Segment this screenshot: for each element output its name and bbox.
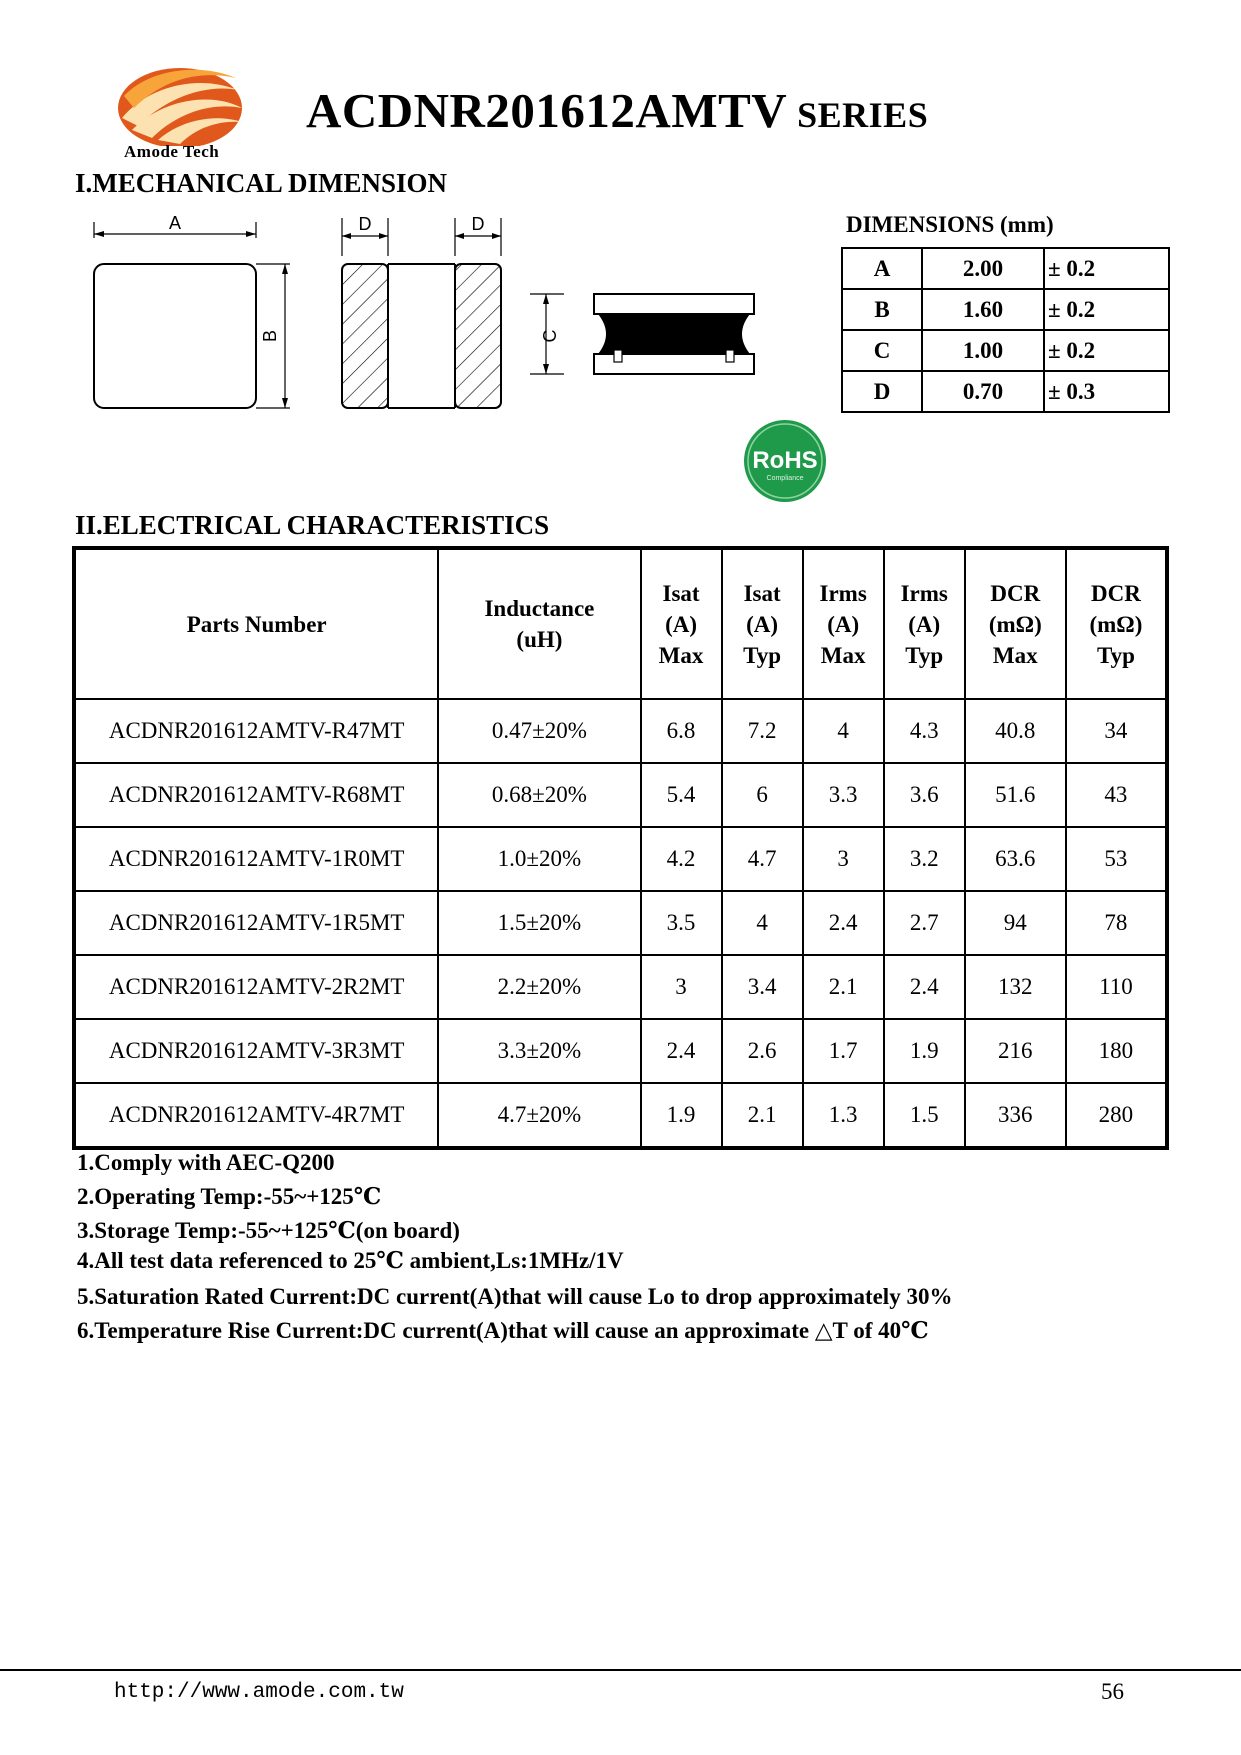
col-isat-max: Isat (A) Max — [641, 548, 722, 699]
note-item: 5.Saturation Rated Current:DC current(A)that will cause Lo to drop approximately 30% — [77, 1284, 953, 1309]
cell-isat-max: 5.4 — [641, 763, 722, 827]
cell-part-number: ACDNR201612AMTV-3R3MT — [74, 1019, 438, 1083]
cell-inductance: 0.68±20% — [438, 763, 640, 827]
col-inductance: Inductance (uH) — [438, 548, 640, 699]
cell-dcr-typ: 110 — [1066, 955, 1167, 1019]
table-row — [74, 699, 1167, 763]
dimensions-caption: DIMENSIONS (mm) — [846, 212, 1054, 237]
cell-dcr-typ: 78 — [1066, 891, 1167, 955]
table-row — [842, 371, 1169, 412]
col-irms-max: Irms (A) Max — [803, 548, 884, 699]
col-irms-typ: Irms (A) Typ — [884, 548, 965, 699]
cell-isat-max: 2.4 — [641, 1019, 722, 1083]
dimensions-table — [841, 247, 1170, 413]
cell-irms-typ: 1.9 — [884, 1019, 965, 1083]
cell-isat-typ: 6 — [722, 763, 803, 827]
note-item: 2.Operating Temp:-55~+125℃ — [77, 1184, 382, 1209]
table-row — [842, 330, 1169, 371]
cell-inductance: 1.0±20% — [438, 827, 640, 891]
cell-dcr-typ: 34 — [1066, 699, 1167, 763]
dim-key: D — [842, 371, 922, 412]
table-row — [74, 891, 1167, 955]
dim-key: C — [842, 330, 922, 371]
cell-dcr-max: 216 — [965, 1019, 1066, 1083]
cell-isat-max: 1.9 — [641, 1083, 722, 1148]
dim-tolerance: ± 0.2 — [1044, 330, 1169, 371]
table-row — [842, 289, 1169, 330]
top-view-drawing — [94, 213, 290, 408]
col-dcr-typ: DCR (mΩ) Typ — [1066, 548, 1167, 699]
cell-isat-typ: 3.4 — [722, 955, 803, 1019]
title-main: ACDNR201612AMTV — [306, 83, 788, 138]
cell-part-number: ACDNR201612AMTV-2R2MT — [74, 955, 438, 1019]
cell-isat-typ: 4 — [722, 891, 803, 955]
note-item: 4.All test data referenced to 25℃ ambient,Ls:1MHz/1V — [77, 1248, 624, 1273]
table-header-row — [74, 548, 1167, 699]
dim-value: 0.70 — [922, 371, 1044, 412]
cell-irms-typ: 1.5 — [884, 1083, 965, 1148]
dim-tolerance: ± 0.3 — [1044, 371, 1169, 412]
note-item: 6.Temperature Rise Current:DC current(A)that will cause an approximate △T of 40℃ — [77, 1318, 929, 1343]
logo-flame-icon — [118, 56, 258, 146]
page-title — [306, 82, 928, 139]
cell-irms-max: 1.7 — [803, 1019, 884, 1083]
footer-divider — [0, 1669, 1241, 1671]
cell-isat-max: 3 — [641, 955, 722, 1019]
dim-key: A — [842, 248, 922, 289]
rohs-subtext: Compliance — [766, 475, 804, 482]
cell-dcr-typ: 180 — [1066, 1019, 1167, 1083]
electrical-table — [72, 546, 1169, 1150]
cell-isat-typ: 7.2 — [722, 699, 803, 763]
note-item: 3.Storage Temp:-55~+125℃(on board) — [77, 1218, 460, 1243]
cell-irms-typ: 2.7 — [884, 891, 965, 955]
cell-irms-max: 3 — [803, 827, 884, 891]
cell-part-number: ACDNR201612AMTV-R68MT — [74, 763, 438, 827]
cell-irms-max: 1.3 — [803, 1083, 884, 1148]
col-isat-typ: Isat (A) Typ — [722, 548, 803, 699]
dim-value: 1.60 — [922, 289, 1044, 330]
label-a: A — [168, 213, 182, 233]
cell-isat-max: 3.5 — [641, 891, 722, 955]
col-parts-number: Parts Number — [74, 548, 438, 699]
table-row — [74, 763, 1167, 827]
cell-irms-typ: 3.6 — [884, 763, 965, 827]
cell-isat-max: 4.2 — [641, 827, 722, 891]
table-row — [74, 1083, 1167, 1148]
label-d-left: D — [358, 214, 372, 234]
side-view-drawing — [342, 214, 501, 408]
cell-irms-typ: 2.4 — [884, 955, 965, 1019]
rohs-text: RoHS — [752, 447, 818, 474]
cell-irms-max: 3.3 — [803, 763, 884, 827]
cell-irms-typ: 4.3 — [884, 699, 965, 763]
cell-isat-typ: 4.7 — [722, 827, 803, 891]
cell-inductance: 4.7±20% — [438, 1083, 640, 1148]
cell-dcr-max: 63.6 — [965, 827, 1066, 891]
table-row — [74, 827, 1167, 891]
cell-inductance: 3.3±20% — [438, 1019, 640, 1083]
company-logo — [118, 56, 258, 166]
col-dcr-max: DCR (mΩ) Max — [965, 548, 1066, 699]
dim-value: 2.00 — [922, 248, 1044, 289]
table-row — [74, 955, 1167, 1019]
dim-key: B — [842, 289, 922, 330]
page-number: 56 — [1101, 1679, 1124, 1704]
cell-dcr-typ: 43 — [1066, 763, 1167, 827]
cell-part-number: ACDNR201612AMTV-4R7MT — [74, 1083, 438, 1148]
note-item: 1.Comply with AEC-Q200 — [77, 1150, 335, 1175]
cell-part-number: ACDNR201612AMTV-1R0MT — [74, 827, 438, 891]
cell-irms-max: 2.1 — [803, 955, 884, 1019]
cell-irms-max: 2.4 — [803, 891, 884, 955]
cell-isat-typ: 2.1 — [722, 1083, 803, 1148]
cell-inductance: 1.5±20% — [438, 891, 640, 955]
label-d-right: D — [471, 214, 485, 234]
cell-dcr-typ: 53 — [1066, 827, 1167, 891]
logo-text: Amode Tech — [124, 142, 220, 161]
table-row — [842, 248, 1169, 289]
cell-dcr-typ: 280 — [1066, 1083, 1167, 1148]
rohs-badge-icon — [742, 418, 828, 504]
dim-value: 1.00 — [922, 330, 1044, 371]
cell-part-number: ACDNR201612AMTV-1R5MT — [74, 891, 438, 955]
cell-irms-typ: 3.2 — [884, 827, 965, 891]
cell-dcr-max: 94 — [965, 891, 1066, 955]
label-c: C — [540, 329, 560, 343]
cell-part-number: ACDNR201612AMTV-R47MT — [74, 699, 438, 763]
cell-inductance: 0.47±20% — [438, 699, 640, 763]
footer-url: http://www.amode.com.tw — [114, 1681, 404, 1704]
label-b: B — [260, 329, 280, 343]
mechanical-drawing — [80, 210, 760, 420]
cell-dcr-max: 336 — [965, 1083, 1066, 1148]
cell-isat-max: 6.8 — [641, 699, 722, 763]
table-row — [74, 1019, 1167, 1083]
cell-dcr-max: 132 — [965, 955, 1066, 1019]
cell-inductance: 2.2±20% — [438, 955, 640, 1019]
cell-dcr-max: 40.8 — [965, 699, 1066, 763]
front-view-drawing — [530, 294, 754, 374]
cell-dcr-max: 51.6 — [965, 763, 1066, 827]
dim-tolerance: ± 0.2 — [1044, 289, 1169, 330]
cell-isat-typ: 2.6 — [722, 1019, 803, 1083]
title-suffix: SERIES — [797, 95, 929, 135]
dim-tolerance: ± 0.2 — [1044, 248, 1169, 289]
cell-irms-max: 4 — [803, 699, 884, 763]
mechanical-heading: I.MECHANICAL DIMENSION — [75, 168, 448, 198]
electrical-heading: II.ELECTRICAL CHARACTERISTICS — [75, 510, 550, 540]
